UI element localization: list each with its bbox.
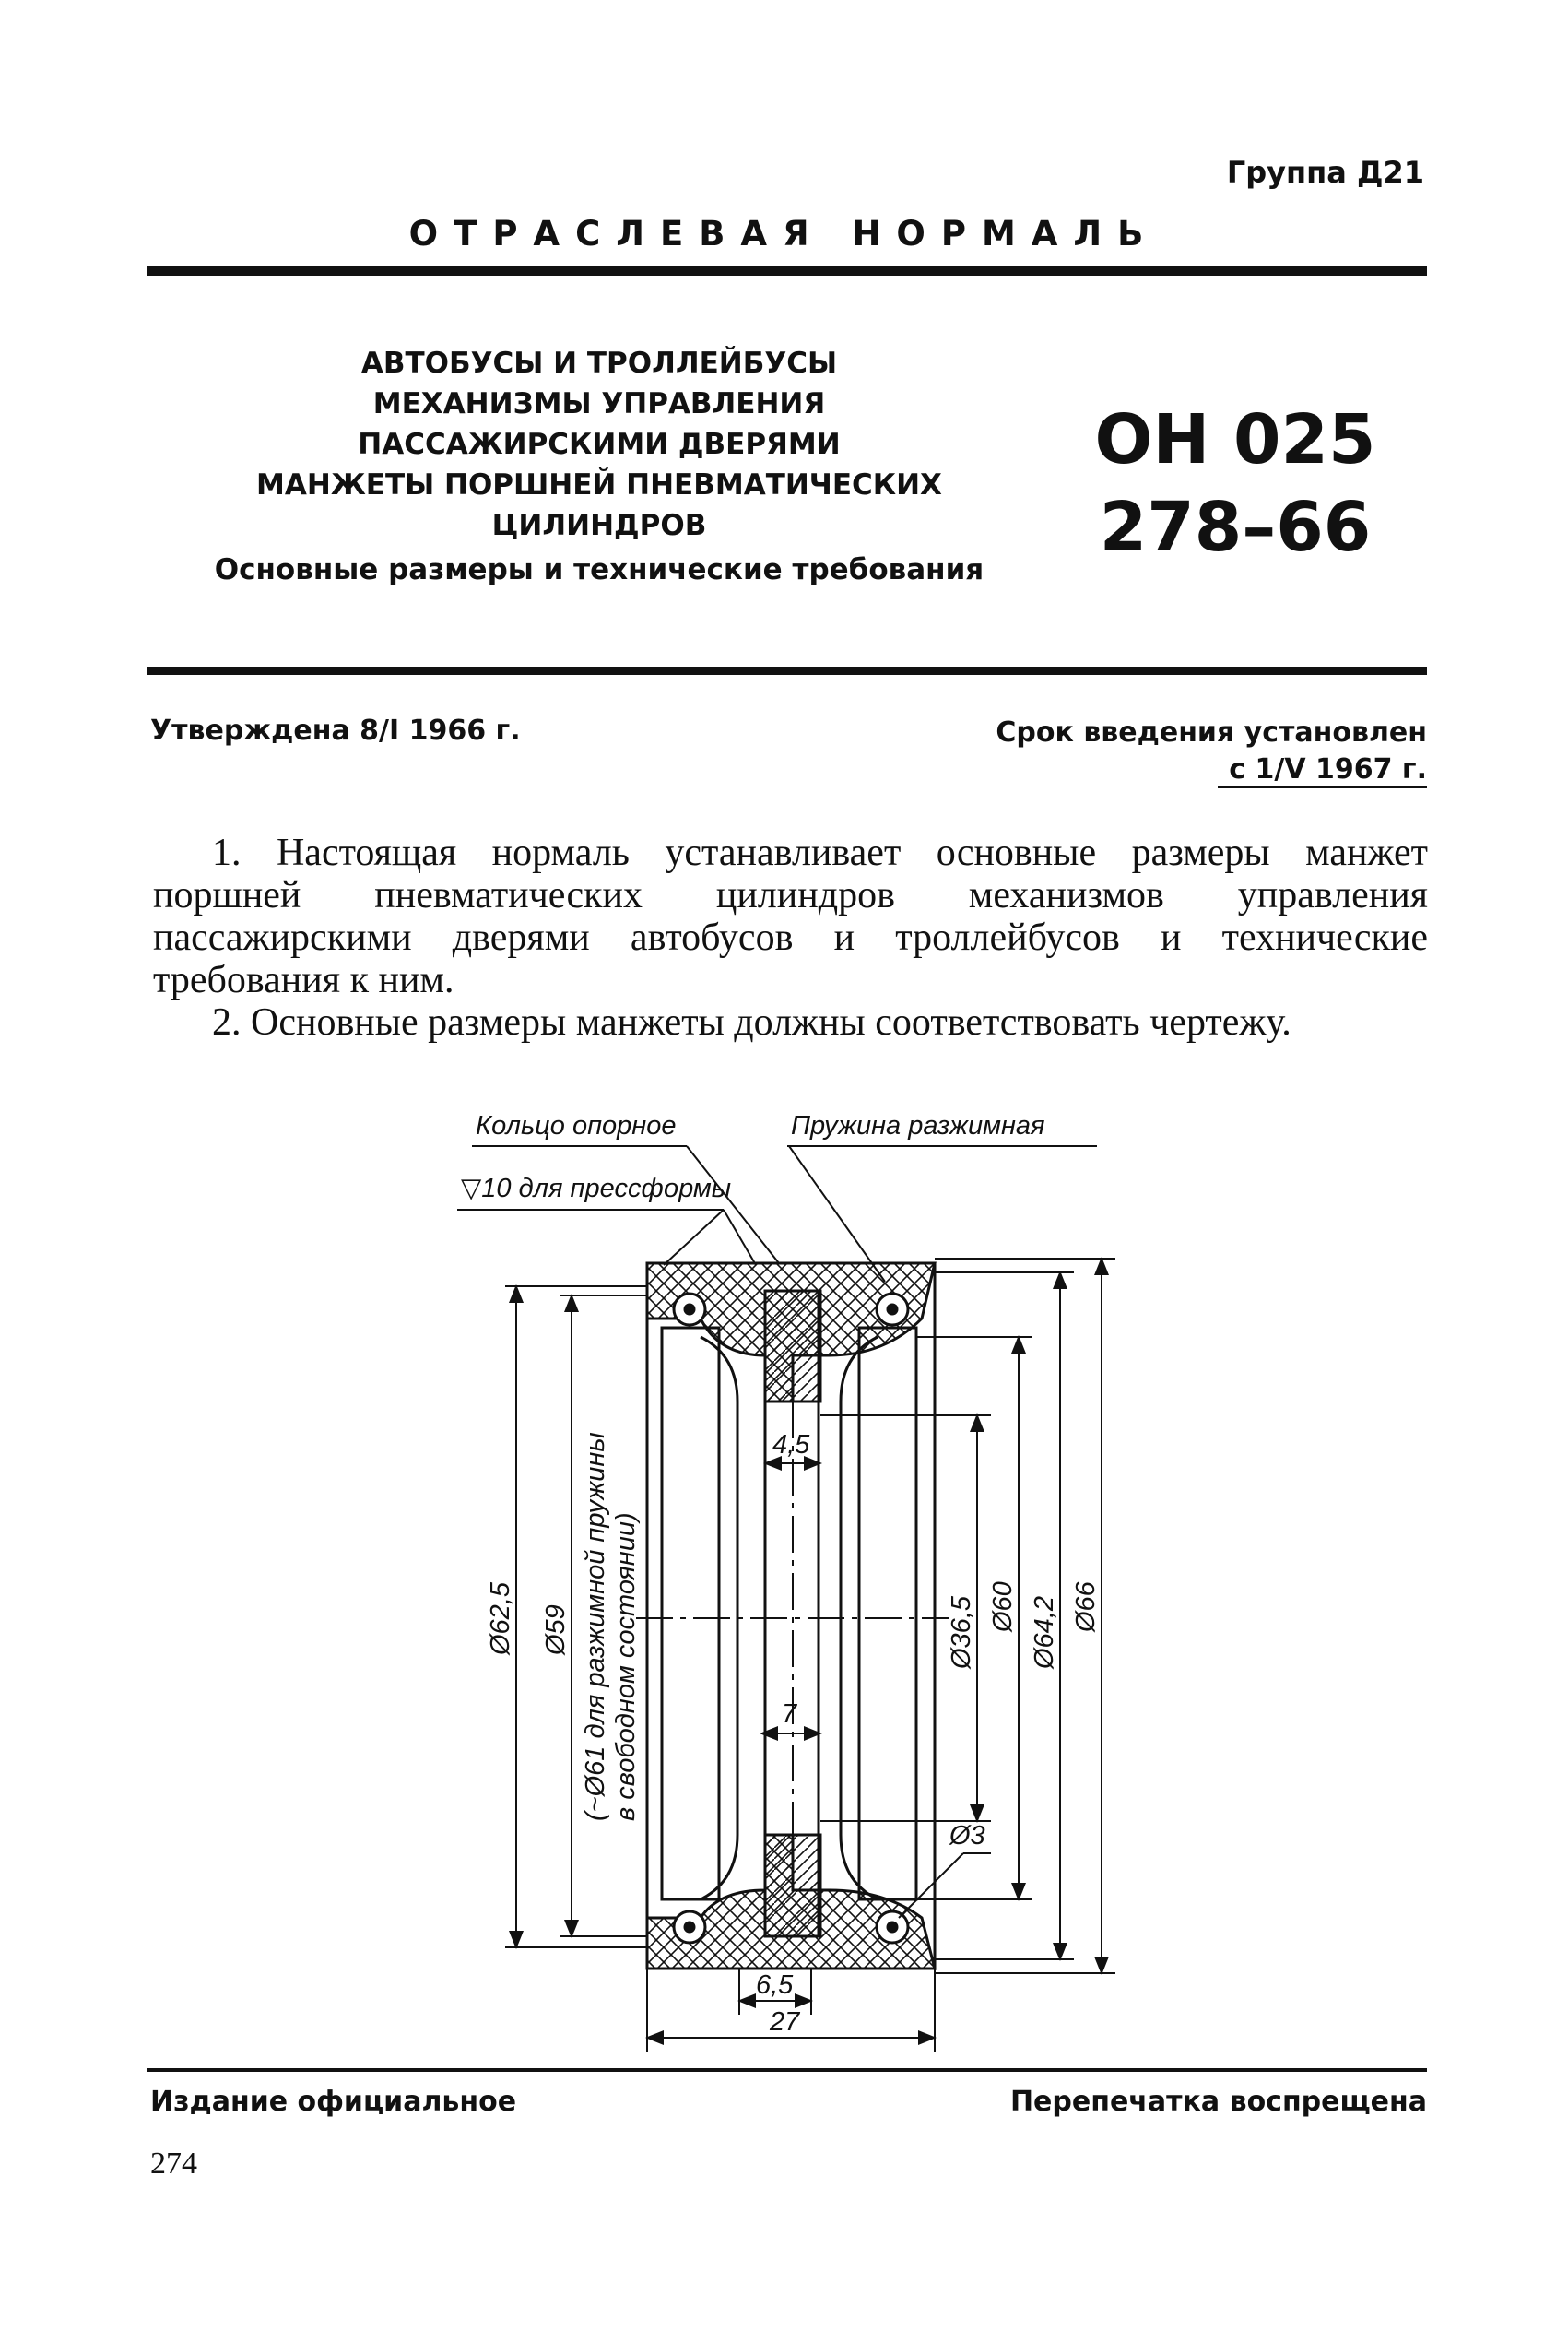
page-number: 274 [150,2147,197,2181]
label-mold-finish: ▽10 для прессформы [461,1174,732,1203]
label-support-ring: Кольцо опорное [476,1111,677,1141]
paragraph-1: 1. Настоящая нормаль устанавливает основные размеры манжет поршней пневматических цилиндров механизмов управления пассажирскими дверями автобусов и троллейбусов и технические требования к ним. [153,832,1428,1001]
dim-4-5: 4,5 [772,1430,810,1460]
group-code: Группа Д21 [1226,155,1424,190]
cuff-cross-section [647,1263,935,1969]
dim-d64-2: Ø64,2 [1030,1596,1059,1669]
subtitle: Основные размеры и технические требования [214,553,984,586]
dim-d66: Ø66 [1071,1581,1101,1632]
paragraph-2: 2. Основные размеры манжеты должны соответствовать чертежу. [212,1001,1291,1044]
dim-6-5: 6,5 [756,1970,794,2000]
leader-support-ring [687,1146,779,1263]
leader-mold-2 [724,1210,756,1265]
effective-date-line1: Срок введения установлен [996,716,1427,749]
title-line: ПАССАЖИРСКИМИ ДВЕРЯМИ [358,428,841,461]
dim-d60: Ø60 [988,1581,1018,1632]
dim-27: 27 [770,2007,800,2037]
dim-d62-5: Ø62,5 [486,1582,515,1655]
document-number-line1: ОН 025 [1094,400,1376,479]
dim-note-line2: в свободном состоянии) [611,1512,641,1821]
title-line: АВТОБУСЫ И ТРОЛЛЕЙБУСЫ [360,347,838,380]
dim-note-line1: (~Ø61 для разжимной пружины [581,1432,610,1821]
title-line: МЕХАНИЗМЫ УПРАВЛЕНИЯ [372,387,826,420]
document-number-line2: 278–66 [1099,488,1372,567]
dim-d59: Ø59 [541,1604,571,1655]
leader-spring [789,1146,885,1282]
leader-mold-1 [664,1210,724,1265]
dim-d3: Ø3 [949,1821,985,1851]
dim-d36-5: Ø36,5 [947,1596,976,1669]
footer-rule [147,2068,1427,2072]
approval-date: Утверждена 8/I 1966 г. [150,715,521,747]
title-line: МАНЖЕТЫ ПОРШНЕЙ ПНЕВМАТИЧЕСКИХ [256,468,942,502]
document-category: ОТРАСЛЕВАЯ НОРМАЛЬ [408,214,1160,254]
footer-reprint-notice: Перепечатка воспрещена [1009,2086,1427,2118]
title-line: ЦИЛИНДРОВ [491,509,707,542]
footer-official-edition: Издание официальное [150,2086,517,2118]
dim-7: 7 [782,1699,797,1729]
effective-date-line2: с 1/V 1967 г. [1218,753,1427,788]
label-spring: Пружина разжимная [791,1111,1045,1141]
